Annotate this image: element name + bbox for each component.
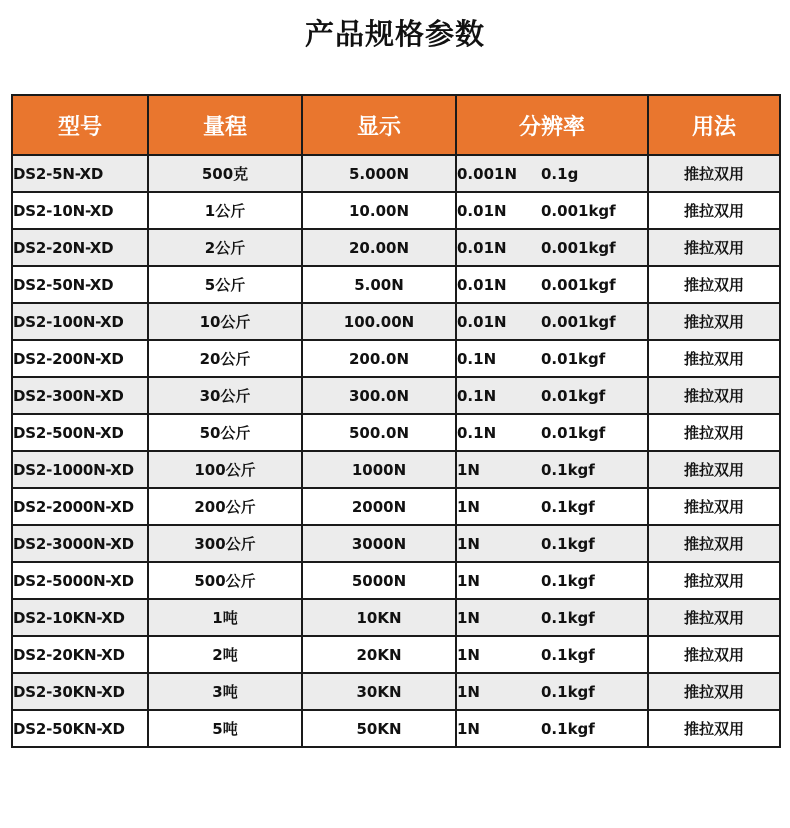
cell-resolution: [456, 414, 648, 451]
cell-range: 1吨: [148, 599, 302, 636]
table-row: [12, 525, 780, 562]
cell-resolution: [456, 451, 648, 488]
resolution-newton: 1N: [457, 497, 480, 516]
cell-range: 30公斤: [148, 377, 302, 414]
cell-usage: 推拉双用: [648, 710, 780, 747]
cell-usage: 推拉双用: [648, 562, 780, 599]
cell-resolution: [456, 525, 648, 562]
cell-model: DS2-300N-XD: [12, 377, 148, 414]
cell-display: 1000N: [302, 451, 456, 488]
cell-usage: 推拉双用: [648, 525, 780, 562]
cell-model: DS2-50KN-XD: [12, 710, 148, 747]
resolution-alt: 0.001kgf: [541, 275, 616, 294]
cell-resolution: [456, 192, 648, 229]
table-row: [12, 451, 780, 488]
resolution-newton: 0.01N: [457, 312, 507, 331]
resolution-newton: 1N: [457, 682, 480, 701]
cell-resolution: [456, 303, 648, 340]
resolution-alt: 0.01kgf: [541, 349, 606, 368]
resolution-alt: 0.1kgf: [541, 460, 595, 479]
cell-range: 10公斤: [148, 303, 302, 340]
cell-model: DS2-5000N-XD: [12, 562, 148, 599]
cell-model: DS2-200N-XD: [12, 340, 148, 377]
table-row: [12, 710, 780, 747]
cell-usage: 推拉双用: [648, 340, 780, 377]
cell-range: 1公斤: [148, 192, 302, 229]
resolution-alt: 0.001kgf: [541, 201, 616, 220]
table-row: [12, 488, 780, 525]
resolution-newton: 1N: [457, 460, 480, 479]
cell-display: 50KN: [302, 710, 456, 747]
resolution-newton: 0.001N: [457, 164, 517, 183]
cell-display: 30KN: [302, 673, 456, 710]
table-row: [12, 266, 780, 303]
cell-display: 200.0N: [302, 340, 456, 377]
cell-usage: 推拉双用: [648, 377, 780, 414]
cell-resolution: [456, 636, 648, 673]
cell-display: 10KN: [302, 599, 456, 636]
resolution-alt: 0.1kgf: [541, 645, 595, 664]
table-row: [12, 340, 780, 377]
table-row: [12, 636, 780, 673]
cell-range: 50公斤: [148, 414, 302, 451]
table-body: [12, 155, 780, 747]
cell-range: 20公斤: [148, 340, 302, 377]
cell-usage: 推拉双用: [648, 488, 780, 525]
cell-display: 20.00N: [302, 229, 456, 266]
cell-model: DS2-2000N-XD: [12, 488, 148, 525]
cell-resolution: [456, 340, 648, 377]
cell-display: 20KN: [302, 636, 456, 673]
table-header-row: [12, 95, 780, 155]
cell-resolution: [456, 229, 648, 266]
cell-model: DS2-500N-XD: [12, 414, 148, 451]
cell-model: DS2-30KN-XD: [12, 673, 148, 710]
resolution-newton: 1N: [457, 608, 480, 627]
cell-resolution: [456, 710, 648, 747]
cell-usage: 推拉双用: [648, 673, 780, 710]
resolution-alt: 0.1g: [541, 164, 579, 183]
table-row: [12, 414, 780, 451]
resolution-newton: 1N: [457, 719, 480, 738]
cell-display: 3000N: [302, 525, 456, 562]
resolution-alt: 0.1kgf: [541, 534, 595, 553]
cell-usage: 推拉双用: [648, 229, 780, 266]
cell-resolution: [456, 673, 648, 710]
resolution-alt: 0.01kgf: [541, 423, 606, 442]
cell-model: DS2-3000N-XD: [12, 525, 148, 562]
spec-table: [11, 94, 781, 748]
cell-display: 5.000N: [302, 155, 456, 192]
cell-model: DS2-10N-XD: [12, 192, 148, 229]
cell-range: 2公斤: [148, 229, 302, 266]
header-display: 显示: [302, 95, 456, 155]
cell-display: 5.00N: [302, 266, 456, 303]
resolution-alt: 0.1kgf: [541, 497, 595, 516]
resolution-alt: 0.01kgf: [541, 386, 606, 405]
cell-resolution: [456, 562, 648, 599]
cell-usage: 推拉双用: [648, 303, 780, 340]
table-row: [12, 673, 780, 710]
table-row: [12, 599, 780, 636]
header-range: 量程: [148, 95, 302, 155]
cell-model: DS2-50N-XD: [12, 266, 148, 303]
cell-model: DS2-10KN-XD: [12, 599, 148, 636]
cell-usage: 推拉双用: [648, 266, 780, 303]
cell-range: 500公斤: [148, 562, 302, 599]
table-row: [12, 192, 780, 229]
page-title: 产品规格参数: [304, 17, 485, 51]
resolution-alt: 0.001kgf: [541, 312, 616, 331]
resolution-alt: 0.1kgf: [541, 571, 595, 590]
table-row: [12, 562, 780, 599]
cell-range: 300公斤: [148, 525, 302, 562]
cell-range: 100公斤: [148, 451, 302, 488]
cell-range: 5公斤: [148, 266, 302, 303]
table-row: [12, 155, 780, 192]
resolution-newton: 0.1N: [457, 349, 497, 368]
cell-usage: 推拉双用: [648, 155, 780, 192]
cell-usage: 推拉双用: [648, 192, 780, 229]
cell-range: 3吨: [148, 673, 302, 710]
cell-usage: 推拉双用: [648, 451, 780, 488]
resolution-newton: 1N: [457, 571, 480, 590]
cell-display: 10.00N: [302, 192, 456, 229]
header-resolution: 分辨率: [456, 95, 648, 155]
cell-resolution: [456, 377, 648, 414]
cell-resolution: [456, 266, 648, 303]
table-row: [12, 229, 780, 266]
cell-range: 2吨: [148, 636, 302, 673]
cell-model: DS2-20KN-XD: [12, 636, 148, 673]
resolution-newton: 0.1N: [457, 386, 497, 405]
cell-resolution: [456, 599, 648, 636]
resolution-newton: 0.1N: [457, 423, 497, 442]
resolution-newton: 0.01N: [457, 238, 507, 257]
resolution-newton: 0.01N: [457, 201, 507, 220]
resolution-alt: 0.1kgf: [541, 719, 595, 738]
resolution-newton: 1N: [457, 534, 480, 553]
table-row: [12, 303, 780, 340]
resolution-newton: 1N: [457, 645, 480, 664]
table-row: [12, 377, 780, 414]
cell-model: DS2-100N-XD: [12, 303, 148, 340]
cell-model: DS2-20N-XD: [12, 229, 148, 266]
header-model: 型号: [12, 95, 148, 155]
resolution-alt: 0.1kgf: [541, 608, 595, 627]
cell-display: 300.0N: [302, 377, 456, 414]
cell-range: 500克: [148, 155, 302, 192]
cell-usage: 推拉双用: [648, 599, 780, 636]
cell-display: 5000N: [302, 562, 456, 599]
cell-usage: 推拉双用: [648, 414, 780, 451]
cell-resolution: [456, 155, 648, 192]
cell-display: 100.00N: [302, 303, 456, 340]
cell-usage: 推拉双用: [648, 636, 780, 673]
cell-model: DS2-1000N-XD: [12, 451, 148, 488]
cell-display: 500.0N: [302, 414, 456, 451]
resolution-alt: 0.001kgf: [541, 238, 616, 257]
cell-model: DS2-5N-XD: [12, 155, 148, 192]
cell-range: 200公斤: [148, 488, 302, 525]
resolution-alt: 0.1kgf: [541, 682, 595, 701]
cell-range: 5吨: [148, 710, 302, 747]
resolution-newton: 0.01N: [457, 275, 507, 294]
header-usage: 用法: [648, 95, 780, 155]
cell-display: 2000N: [302, 488, 456, 525]
cell-resolution: [456, 488, 648, 525]
